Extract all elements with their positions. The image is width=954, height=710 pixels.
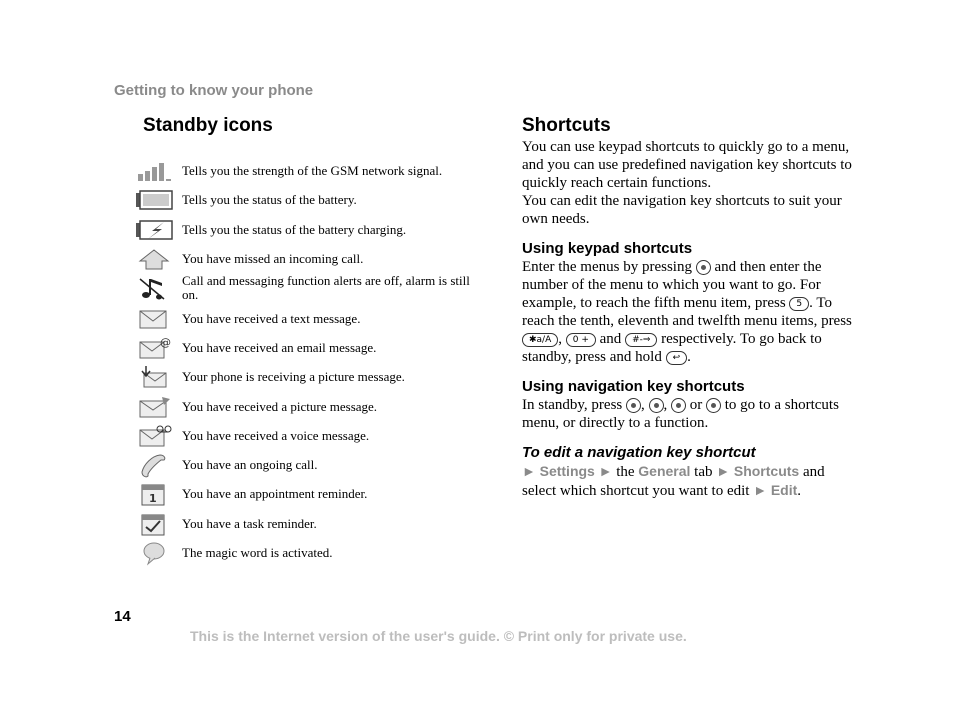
keypad-text-part: and bbox=[599, 331, 622, 347]
keypad-text-part: respectively. bbox=[661, 331, 737, 347]
icon-description: You have an ongoing call. bbox=[182, 457, 318, 472]
icon-description: The magic word is activated. bbox=[182, 545, 333, 560]
menu-path-edit: Edit bbox=[770, 482, 798, 498]
list-item bbox=[134, 422, 479, 450]
svg-text:@: @ bbox=[160, 336, 171, 349]
shortcuts-title: Shortcuts bbox=[522, 115, 611, 136]
shortcuts-intro-edit: You can edit the navigation key shortcuts to suit your own needs. bbox=[522, 193, 842, 227]
keypad-text-part: To go back to standby, press and hold bbox=[522, 331, 822, 365]
icon-description: Tells you the status of the battery. bbox=[182, 192, 357, 207]
nav-up-key-icon bbox=[626, 398, 641, 413]
task-icon bbox=[134, 510, 176, 538]
signal-strength-icon bbox=[134, 157, 176, 185]
edit-text-part: and select which shortcut you want to edit bbox=[522, 464, 825, 499]
list-item bbox=[134, 157, 479, 185]
svg-text:1: 1 bbox=[149, 492, 157, 505]
edit-shortcut-text: ► Settings ► the General tab ► Shortcuts and select which shortcut you want to edit ► Edit. bbox=[522, 463, 825, 499]
shortcuts-intro: You can use keypad shortcuts to quickly go to a menu, and you can use predefined navigation key shortcuts to quickly reach certain functions. bbox=[522, 139, 852, 191]
icon-description: Tells you the status of the battery charging. bbox=[182, 222, 407, 237]
list-item bbox=[134, 305, 479, 333]
list-item bbox=[134, 510, 479, 538]
nav-left-key-icon bbox=[671, 398, 686, 413]
menu-path-general: General bbox=[638, 463, 691, 479]
list-item bbox=[134, 363, 479, 391]
nav-down-key-icon bbox=[649, 398, 664, 413]
edit-text-part: tab bbox=[694, 464, 713, 480]
battery-charging-icon bbox=[134, 216, 176, 244]
arrow-icon: ► bbox=[598, 463, 613, 479]
page-number: 14 bbox=[114, 608, 131, 625]
icon-description: You have received a text message. bbox=[182, 311, 361, 326]
arrow-icon: ► bbox=[753, 482, 768, 498]
back-key-icon: ↩ bbox=[666, 351, 688, 365]
silent-alarm-icon bbox=[134, 274, 176, 302]
section-header: Getting to know your phone bbox=[114, 82, 314, 99]
nav-select-key-icon bbox=[696, 260, 711, 275]
icon-description: You have received a voice message. bbox=[182, 428, 370, 443]
nav-text-part: In standby, press bbox=[522, 397, 623, 413]
list-item bbox=[134, 480, 479, 508]
missed-call-icon bbox=[134, 245, 176, 273]
icon-description: Your phone is receiving a picture message. bbox=[182, 369, 405, 384]
list-item bbox=[134, 334, 479, 362]
standby-icons-title: Standby icons bbox=[143, 115, 273, 136]
icon-description: Call and messaging function alerts are off, alarm is still on. bbox=[182, 273, 470, 302]
list-item bbox=[134, 393, 479, 421]
icon-description: You have missed an incoming call. bbox=[182, 251, 364, 266]
key-star-icon: ✱a/A bbox=[522, 333, 558, 347]
menu-path-shortcuts: Shortcuts bbox=[733, 463, 800, 479]
battery-icon bbox=[134, 186, 176, 214]
edit-text-part: the bbox=[616, 464, 635, 480]
keypad-shortcuts-heading: Using keypad shortcuts bbox=[522, 240, 693, 257]
arrow-icon: ► bbox=[716, 463, 731, 479]
keypad-shortcuts-text: Enter the menus by pressing and then enter the number of the menu to which you want to go. For example, to reach the fifth menu item, press 5 . To reach the tenth, eleventh and twelfth menu items, press ✱a/A , 0 + and #-⇒ respectively. To go back to standby, press and hold ↩ . bbox=[522, 259, 852, 365]
icon-description: You have received an email message. bbox=[182, 340, 377, 355]
nav-shortcuts-text: In standby, press , , or to go to a shortcuts menu, or directly to a function. bbox=[522, 397, 839, 431]
arrow-icon: ► bbox=[522, 463, 536, 479]
ongoing-call-icon bbox=[134, 451, 176, 479]
keypad-text-part: Enter the menus by pressing bbox=[522, 259, 692, 275]
magic-word-icon bbox=[134, 539, 176, 567]
icon-description: Tells you the strength of the GSM network signal. bbox=[182, 163, 443, 178]
list-item bbox=[134, 274, 479, 302]
voice-message-icon bbox=[134, 422, 176, 450]
shortcuts-section bbox=[522, 138, 852, 500]
nav-text-part: to go to a shortcuts menu, or directly to a function. bbox=[522, 397, 839, 431]
nav-right-key-icon bbox=[706, 398, 721, 413]
receiving-picture-icon bbox=[134, 363, 176, 391]
email-message-icon bbox=[134, 334, 176, 362]
list-item bbox=[134, 186, 479, 214]
picture-message-icon bbox=[134, 393, 176, 421]
list-item bbox=[134, 216, 479, 244]
key-hash-icon: #-⇒ bbox=[625, 333, 657, 347]
footer-notice: This is the Internet version of the user's guide. © Print only for private use. bbox=[190, 628, 687, 644]
icon-description: You have an appointment reminder. bbox=[182, 486, 368, 501]
menu-path-settings: Settings bbox=[539, 463, 595, 479]
list-item bbox=[134, 451, 479, 479]
icon-description: You have received a picture message. bbox=[182, 399, 378, 414]
key-5-icon: 5 bbox=[789, 297, 809, 311]
nav-text-part: or bbox=[689, 397, 703, 413]
nav-shortcuts-heading: Using navigation key shortcuts bbox=[522, 378, 745, 395]
keypad-text-part: To reach the tenth, eleventh and twelfth menu items, press bbox=[522, 295, 852, 329]
key-0-icon: 0 + bbox=[566, 333, 596, 347]
edit-shortcut-heading: To edit a navigation key shortcut bbox=[522, 444, 756, 461]
list-item bbox=[134, 539, 479, 567]
keypad-text-part: and then enter the number of the menu to which you want to go. For example, to reach the fifth menu item, press bbox=[522, 259, 822, 311]
appointment-icon bbox=[134, 480, 176, 508]
icon-description: You have a task reminder. bbox=[182, 516, 317, 531]
list-item bbox=[134, 245, 479, 273]
text-message-icon bbox=[134, 305, 176, 333]
